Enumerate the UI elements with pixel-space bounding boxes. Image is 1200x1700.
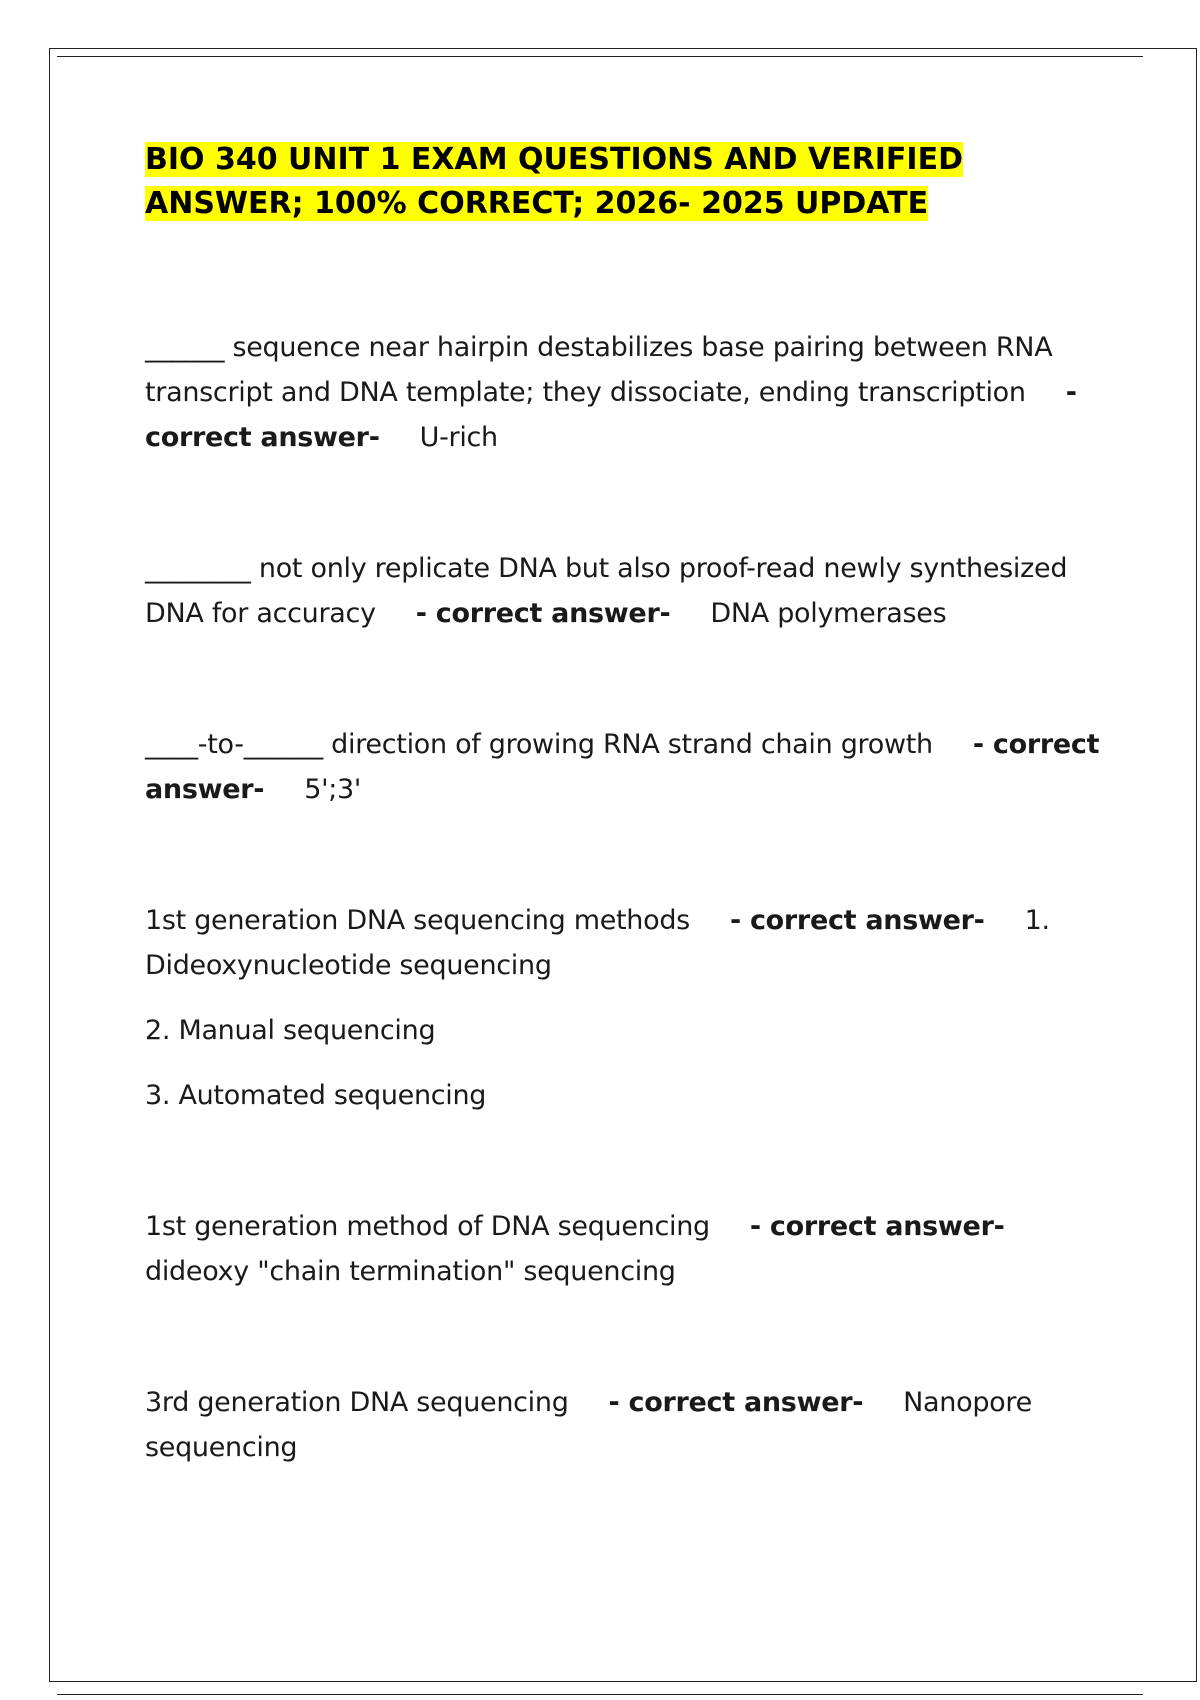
top-rule xyxy=(57,56,1143,57)
qa-item xyxy=(145,325,1105,460)
qa-item xyxy=(145,546,1105,636)
answer-marker: - correct answer- xyxy=(749,1211,1005,1242)
answer-text: 1. Dideoxynucleotide sequencing xyxy=(145,905,1050,981)
question-text: ____-to-______ direction of growing RNA strand chain growth xyxy=(145,729,933,760)
question-text: 1st generation DNA sequencing methods xyxy=(145,905,690,936)
document-title xyxy=(145,138,1105,226)
answer-text: dideoxy "chain termination" sequencing xyxy=(145,1256,676,1287)
answer-text: Nanopore sequencing xyxy=(145,1387,1032,1463)
answer-marker: - correct answer- xyxy=(145,729,1100,805)
answer-marker: - correct answer- xyxy=(145,377,1077,453)
answer-text: U-rich xyxy=(419,422,498,453)
answer-extra-line: 2. Manual sequencing xyxy=(145,1015,436,1046)
qa-item xyxy=(145,898,1105,1118)
qa-item xyxy=(145,1204,1105,1294)
title-highlight: BIO 340 UNIT 1 EXAM QUESTIONS AND VERIFIED ANSWER; 100% CORRECT; 2026- 2025 UPDATE xyxy=(145,142,963,221)
answer-text: DNA polymerases xyxy=(710,598,947,629)
answer-extra-line: 3. Automated sequencing xyxy=(145,1080,487,1111)
answer-marker: - correct answer- xyxy=(415,598,671,629)
qa-item xyxy=(145,1380,1105,1470)
answer-marker: - correct answer- xyxy=(608,1387,864,1418)
question-text: 3rd generation DNA sequencing xyxy=(145,1387,569,1418)
answer-marker: - correct answer- xyxy=(729,905,985,936)
bottom-rule xyxy=(57,1694,1143,1695)
answer-text: 5';3' xyxy=(304,774,362,805)
qa-item xyxy=(145,722,1105,812)
question-text: ________ not only replicate DNA but also proof-read newly synthesized DNA for accuracy xyxy=(145,553,1068,629)
document-body xyxy=(145,138,1105,1470)
question-text: 1st generation method of DNA sequencing xyxy=(145,1211,710,1242)
question-text: ______ sequence near hairpin destabilizes base pairing between RNA transcript and DNA template; they dissociate, ending transcription xyxy=(145,332,1053,408)
